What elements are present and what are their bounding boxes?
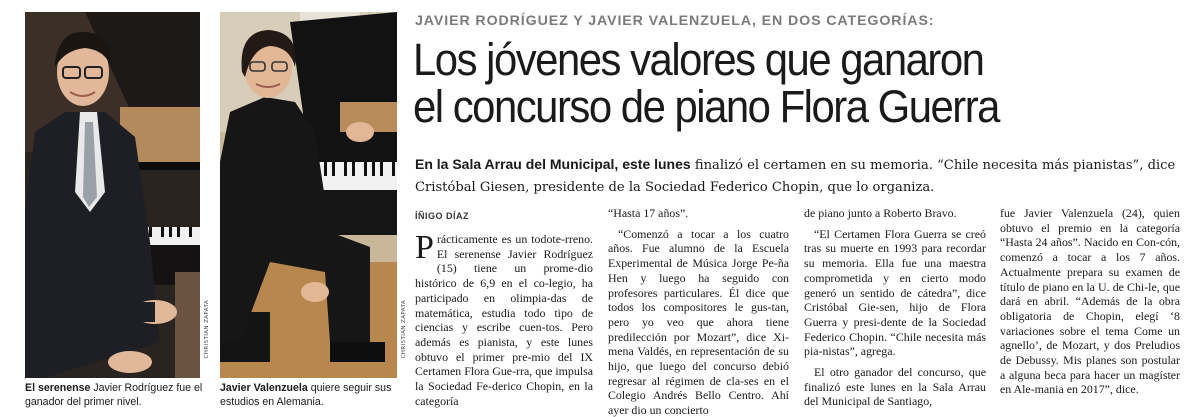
deck-text: finalizó el certamen en su memoria. “Chile necesita más pianistas”, dice Cristóbal Giesen, presidente de la Sociedad Federico Chopin, que lo organiza.: [415, 158, 1176, 195]
byline: ÍÑIGO DÍAZ: [415, 211, 469, 221]
photo-credit: CHRISTIAN ZAPATA: [401, 300, 407, 359]
body-column-3: [804, 206, 986, 415]
caption-bold-lead: El serenense: [25, 382, 91, 394]
body-column-1: [415, 229, 593, 414]
caption-text: quiere seguir sus estudios en Alemania.: [220, 382, 392, 408]
paragraph-text: rácticamente es un todote-rreno. El serenense Javier Rodríguez (15) tiene un prome-dio histórico de 6,9 en el co-legio, ha participado en olimpia-das de matemática, estudia todo tipo de ciencias y escribe cuen-tos. Pero además es pianista, y este lunes obtuvo el primer pre-mio del IX Certamen Flora Gue-rra, que impulsa la Sociedad Fe-derico Chopin, en la categoría: [415, 232, 593, 408]
headline-line-2: el concurso de piano Flora Guerra: [413, 81, 999, 132]
photo-javier-valenzuela: [220, 12, 397, 378]
photo-javier-rodriguez: [25, 12, 200, 378]
body-paragraph: [415, 229, 593, 408]
caption-text: Javier Rodríguez fue el ganador del primer nivel.: [25, 382, 203, 408]
body-column-2: [608, 206, 789, 417]
headline: [413, 36, 1138, 130]
photo-caption-2: [220, 381, 400, 409]
body-paragraph: “Comenzó a tocar a los cuatro años. Fue alumno de la Escuela Experimental de Música Jorge Pe-ña Hen y luego ha seguido con profesores particulares. Él dice que todos los compositores le gus-tan, pero yo veo que ahora tiene predilección por Mozart”, dice Xi-mena Valdés, en representación de su hijo, que luego del concurso debió regresar al régimen de cla-ses en el Colegio Andrés Bello Centro. Ahí ayer dio un concierto: [608, 226, 789, 417]
deck-lead: En la Sala Arrau del Municipal, este lunes: [415, 156, 691, 172]
body-paragraph: “El Certamen Flora Guerra se creó tras su muerte en 1993 para recordar su memoria. Ella fue una maestra comprometida y en cierto modo generó un sentido de cátedra”, dice Cristóbal Gie-sen, hijo de Flora Guerra y presi-dente de la Sociedad Federico Chopin. “Chile necesita más pia-nistas”, agrega.: [804, 226, 986, 359]
body-paragraph: “Hasta 17 años”.: [608, 206, 689, 220]
body-paragraph: fue Javier Valenzuela (24), quien obtuvo el premio en la categoría “Hasta 24 años”. Nacido en Con-cón, comenzó a tocar a los 7 años. Actualmente prepara su examen de título de piano en la U. de Chi-le, que dará en abril. “Además de la obra obligatoria de Chopin, elegí ‘8 variaciones sobre el tema Come un agnello’, de Mozart, y dos Preludios de Debussy. Mis planes son postular a alguna beca para hacer un magíster en Ale-mania en 2017”, dice.: [1000, 206, 1180, 397]
photo-caption-1: [25, 381, 205, 409]
photo-javier-rodriguez-image: [25, 12, 200, 378]
body-paragraph: de piano junto a Roberto Bravo.: [804, 206, 957, 220]
photo-javier-valenzuela-image: [220, 12, 397, 378]
photo-credit: CHRISTIAN ZAPATA: [204, 300, 210, 359]
headline-line-1: Los jóvenes valores que ganaron: [413, 34, 984, 85]
kicker: JAVIER RODRÍGUEZ Y JAVIER VALENZUELA, EN DOS CATEGORÍAS:: [415, 13, 935, 29]
drop-cap: P: [415, 229, 434, 266]
body-column-4: [1000, 206, 1180, 403]
caption-bold-lead: Javier Valenzuela: [220, 382, 308, 394]
deck: [415, 153, 1195, 199]
body-paragraph: El otro ganador del concurso, que finalizó este lunes en la Sala Arrau del Municipal de Santiago,: [804, 365, 986, 409]
